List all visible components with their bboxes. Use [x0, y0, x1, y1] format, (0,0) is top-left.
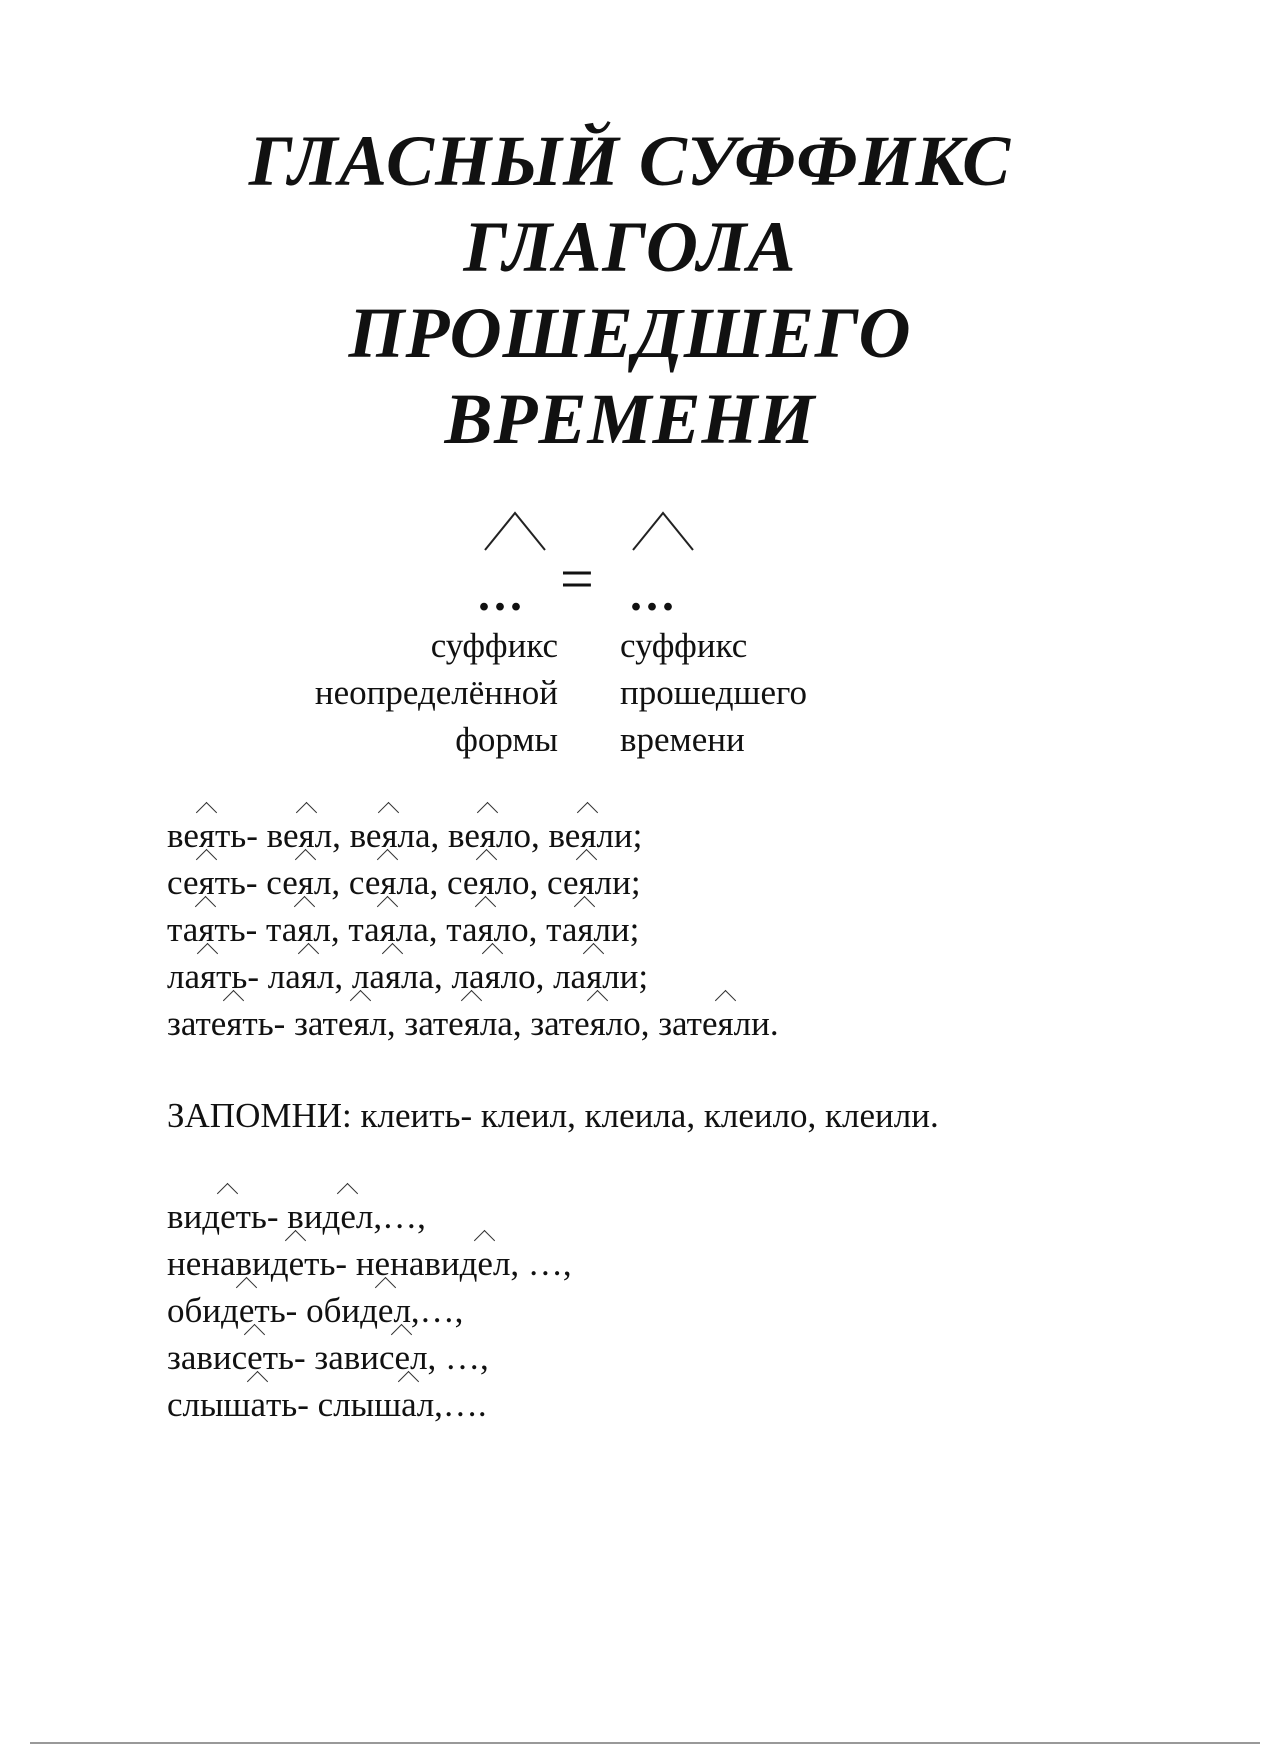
marked-suffix-letter: я [199, 812, 215, 859]
equals-sign: = [560, 546, 594, 612]
word-fragment: л, ве [314, 816, 382, 855]
word-fragment: ла, ве [397, 816, 480, 855]
word-fragment: ть- ве [214, 816, 299, 855]
word-fragment: ть- та [214, 910, 298, 949]
word-fragment: завис [167, 1338, 248, 1377]
example-line [167, 1000, 779, 1047]
word-fragment: л, та [313, 910, 380, 949]
page-title [0, 118, 1230, 462]
word-fragment: зате [167, 1004, 227, 1043]
remember-note: ЗАПОМНИ: клеить- клеил, клеила, клеило, клеили. [167, 1096, 939, 1135]
word-fragment: л, зате [369, 1004, 464, 1043]
marked-suffix-letter: я [381, 812, 397, 859]
label-line: суффикс [620, 626, 748, 665]
examples-group-1 [167, 812, 779, 1047]
word-fragment: ть- се [214, 863, 298, 902]
label-line: суффикс [430, 626, 558, 665]
word-fragment: ть- слыш [266, 1385, 402, 1424]
word-fragment: л, …, [410, 1338, 489, 1377]
marked-suffix-letter: е [378, 1287, 394, 1334]
marked-suffix-letter: я [380, 859, 396, 906]
infinitive-suffix-label [200, 622, 558, 763]
marked-suffix-letter: я [198, 906, 214, 953]
suffix-equality-scheme [470, 505, 730, 621]
word-fragment: ть- завис [262, 1338, 395, 1377]
word-fragment: ть- обид [254, 1291, 378, 1330]
word-fragment: л, ла [316, 957, 385, 996]
word-fragment: ть- ненавид [304, 1244, 478, 1283]
example-line [167, 812, 779, 859]
marked-suffix-letter: я [478, 906, 494, 953]
word-fragment: ли; [602, 957, 649, 996]
word-fragment: ли; [596, 816, 643, 855]
word-fragment: обид [167, 1291, 239, 1330]
word-fragment: ве [167, 816, 199, 855]
marked-suffix-letter: я [353, 1000, 369, 1047]
scan-edge-line [30, 1742, 1260, 1744]
marked-suffix-letter: е [247, 1334, 263, 1381]
word-fragment: ть- ла [216, 957, 301, 996]
right-suffix-dots: ... [630, 568, 678, 621]
example-line [167, 1240, 572, 1287]
marked-suffix-letter: я [718, 1000, 734, 1047]
example-line [167, 1381, 572, 1428]
word-fragment: ло, се [494, 863, 579, 902]
word-fragment: л,…, [355, 1197, 426, 1236]
marked-suffix-letter: я [385, 953, 401, 1000]
title-line-3: ПРОШЕДШЕГО [348, 293, 912, 373]
example-line [167, 1287, 572, 1334]
word-fragment: ла, се [396, 863, 479, 902]
label-line: формы [455, 720, 558, 759]
marked-suffix-letter: а [401, 1381, 417, 1428]
label-line: прошедшего [620, 673, 808, 712]
word-fragment: слыш [167, 1385, 251, 1424]
word-fragment: ло, та [493, 910, 578, 949]
marked-suffix-letter: я [297, 906, 313, 953]
marked-suffix-letter: я [200, 953, 216, 1000]
marked-suffix-letter: я [590, 1000, 606, 1047]
marked-suffix-letter: я [480, 812, 496, 859]
label-line: времени [620, 720, 745, 759]
word-fragment: ло, ве [496, 816, 581, 855]
marked-suffix-letter: е [220, 1193, 236, 1240]
word-fragment: л,…, [393, 1291, 464, 1330]
title-line-4: ВРЕМЕНИ [444, 379, 816, 459]
marked-suffix-letter: я [579, 859, 595, 906]
word-fragment: ла, зате [479, 1004, 590, 1043]
example-line [167, 906, 779, 953]
word-fragment: та [167, 910, 199, 949]
suffix-arc-icon-right [628, 505, 698, 555]
word-fragment: л,…. [416, 1385, 487, 1424]
marked-suffix-letter: е [477, 1240, 493, 1287]
word-fragment: ла, ла [400, 957, 485, 996]
marked-suffix-letter: я [580, 812, 596, 859]
title-line-2: ГЛАГОЛА [463, 207, 797, 287]
marked-suffix-letter: я [586, 953, 602, 1000]
marked-suffix-letter: е [395, 1334, 411, 1381]
marked-suffix-letter: я [299, 812, 315, 859]
word-fragment: ть- зате [242, 1004, 354, 1043]
marked-suffix-letter: я [298, 859, 314, 906]
marked-suffix-letter: я [577, 906, 593, 953]
marked-suffix-letter: е [239, 1287, 255, 1334]
example-line [167, 859, 779, 906]
word-fragment: се [167, 863, 199, 902]
word-fragment: л, …, [492, 1244, 572, 1283]
example-line [167, 1334, 572, 1381]
word-fragment: л, се [313, 863, 381, 902]
marked-suffix-letter: е [340, 1193, 356, 1240]
word-fragment: ло, зате [605, 1004, 718, 1043]
word-fragment: ли. [733, 1004, 779, 1043]
word-fragment: ла, та [395, 910, 478, 949]
word-fragment: ненавид [167, 1244, 289, 1283]
marked-suffix-letter: я [478, 859, 494, 906]
past-tense-suffix-label [620, 622, 920, 763]
word-fragment: ли; [594, 863, 641, 902]
suffix-arc-icon-left [480, 505, 550, 555]
marked-suffix-letter: я [301, 953, 317, 1000]
examples-group-2 [167, 1193, 572, 1428]
marked-suffix-letter: я [464, 1000, 480, 1047]
marked-suffix-letter: я [380, 906, 396, 953]
title-line-1: ГЛАСНЫЙ СУФФИКС [248, 121, 1012, 201]
marked-suffix-letter: я [199, 859, 215, 906]
marked-suffix-letter: я [485, 953, 501, 1000]
word-fragment: ли; [593, 910, 640, 949]
left-suffix-dots: ... [478, 568, 526, 621]
word-fragment: вид [167, 1197, 221, 1236]
word-fragment: ть- вид [235, 1197, 341, 1236]
marked-suffix-letter: а [250, 1381, 266, 1428]
label-line: неопределённой [314, 673, 558, 712]
example-line [167, 1193, 572, 1240]
marked-suffix-letter: я [226, 1000, 242, 1047]
word-fragment: ла [167, 957, 201, 996]
word-fragment: ло, ла [500, 957, 587, 996]
marked-suffix-letter: е [289, 1240, 305, 1287]
